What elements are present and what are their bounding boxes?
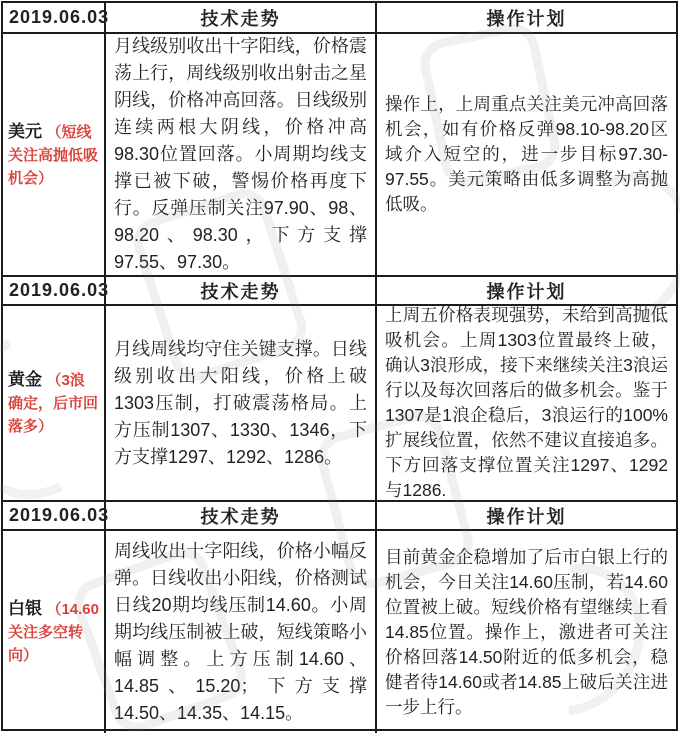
- silver-asset-name: 白银: [8, 599, 42, 618]
- usd-header-row: [3, 3, 676, 34]
- silver-header-row: [3, 502, 676, 531]
- gold-technical-text: 月线周线均守住关键支撑。日线级别收出大阳线，价格上破1303压制，打破震荡格局。上方压制1307、1330、1346，下方支撑1297、1292、1286。: [114, 338, 367, 467]
- silver-technical-text: 周线收出十字阳线，价格小幅反弹。日线收出小阳线，价格测试日线20期均线压制14.60。小周期均线压制被上破，短线策略小幅调整。上方压制14.60、14.85、15.20；下方支撑14.50、14.35、14.15。: [114, 540, 367, 723]
- gold-date: 2019.06.03: [3, 277, 106, 306]
- analysis-table: [1, 1, 678, 731]
- usd-content-row: [3, 34, 676, 277]
- silver-plan-text: 目前黄金企稳增加了后市白银上行的机会，今日关注14.60压制，若14.60位置被上破。短线价格有望继续上看14.85位置。操作上，激进者可关注价格回落14.50附近的低多机会，稳健者待14.60或者14.85上破后关注进一步上行。: [385, 546, 668, 717]
- silver-date: 2019.06.03: [3, 502, 106, 531]
- usd-plan-header: 操作计划: [377, 3, 676, 34]
- usd-asset-note: （短线关注高抛低吸机会）: [8, 123, 99, 187]
- gold-content-row: [3, 306, 676, 502]
- gold-asset-name: 黄金: [8, 370, 42, 389]
- usd-asset-name: 美元: [8, 121, 42, 141]
- usd-date: 2019.06.03: [3, 3, 106, 34]
- gold-asset-note: （3浪确定，后市回落多）: [8, 372, 99, 435]
- usd-technical-text: 月线级别收出十字阳线，价格震荡上行，周线级别收出射击之星阴线，价格冲高回落。日线级别连续两根大阴线，价格冲高98.30位置回落。小周期均线支撑已被下破，警惕价格再度下行。反弹压制关注97.90、98、98.20、98.30，下方支撑97.55、97.30。: [114, 36, 367, 272]
- usd-tech-header: 技术走势: [106, 3, 377, 34]
- silver-asset-note: （14.60关注多空转向）: [8, 601, 99, 664]
- gold-plan-cell: [377, 306, 676, 502]
- gold-header-row: [3, 277, 676, 306]
- gold-technical-cell: [106, 306, 377, 502]
- silver-technical-cell: [106, 531, 377, 733]
- gold-plan-header: 操作计划: [377, 277, 676, 306]
- silver-content-row: [3, 531, 676, 733]
- usd-asset-cell: [3, 34, 106, 277]
- silver-plan-cell: [377, 531, 676, 733]
- usd-plan-cell: [377, 34, 676, 277]
- gold-asset-cell: [3, 306, 106, 502]
- silver-tech-header: 技术走势: [106, 502, 377, 531]
- silver-asset-cell: [3, 531, 106, 733]
- silver-plan-header: 操作计划: [377, 502, 676, 531]
- gold-plan-text: 上周五价格表现强势，未给到高抛低吸机会。上周1303位置最终上破，确认3浪形成，接下来继续关注3浪运行以及每次回落后的做多机会。鉴于1307是1浪企稳后，3浪运行的100%扩展线位置，依然不建议直接追多。下方回落支撑位置关注1297、1292与1286.: [385, 305, 668, 500]
- usd-technical-cell: [106, 34, 377, 277]
- gold-tech-header: 技术走势: [106, 277, 377, 306]
- usd-plan-text: 操作上，上周重点关注美元冲高回落机会，如有价格反弹98.10-98.20区域介入短空的，进一步目标97.30-97.55。美元策略由低多调整为高抛低吸。: [385, 94, 668, 214]
